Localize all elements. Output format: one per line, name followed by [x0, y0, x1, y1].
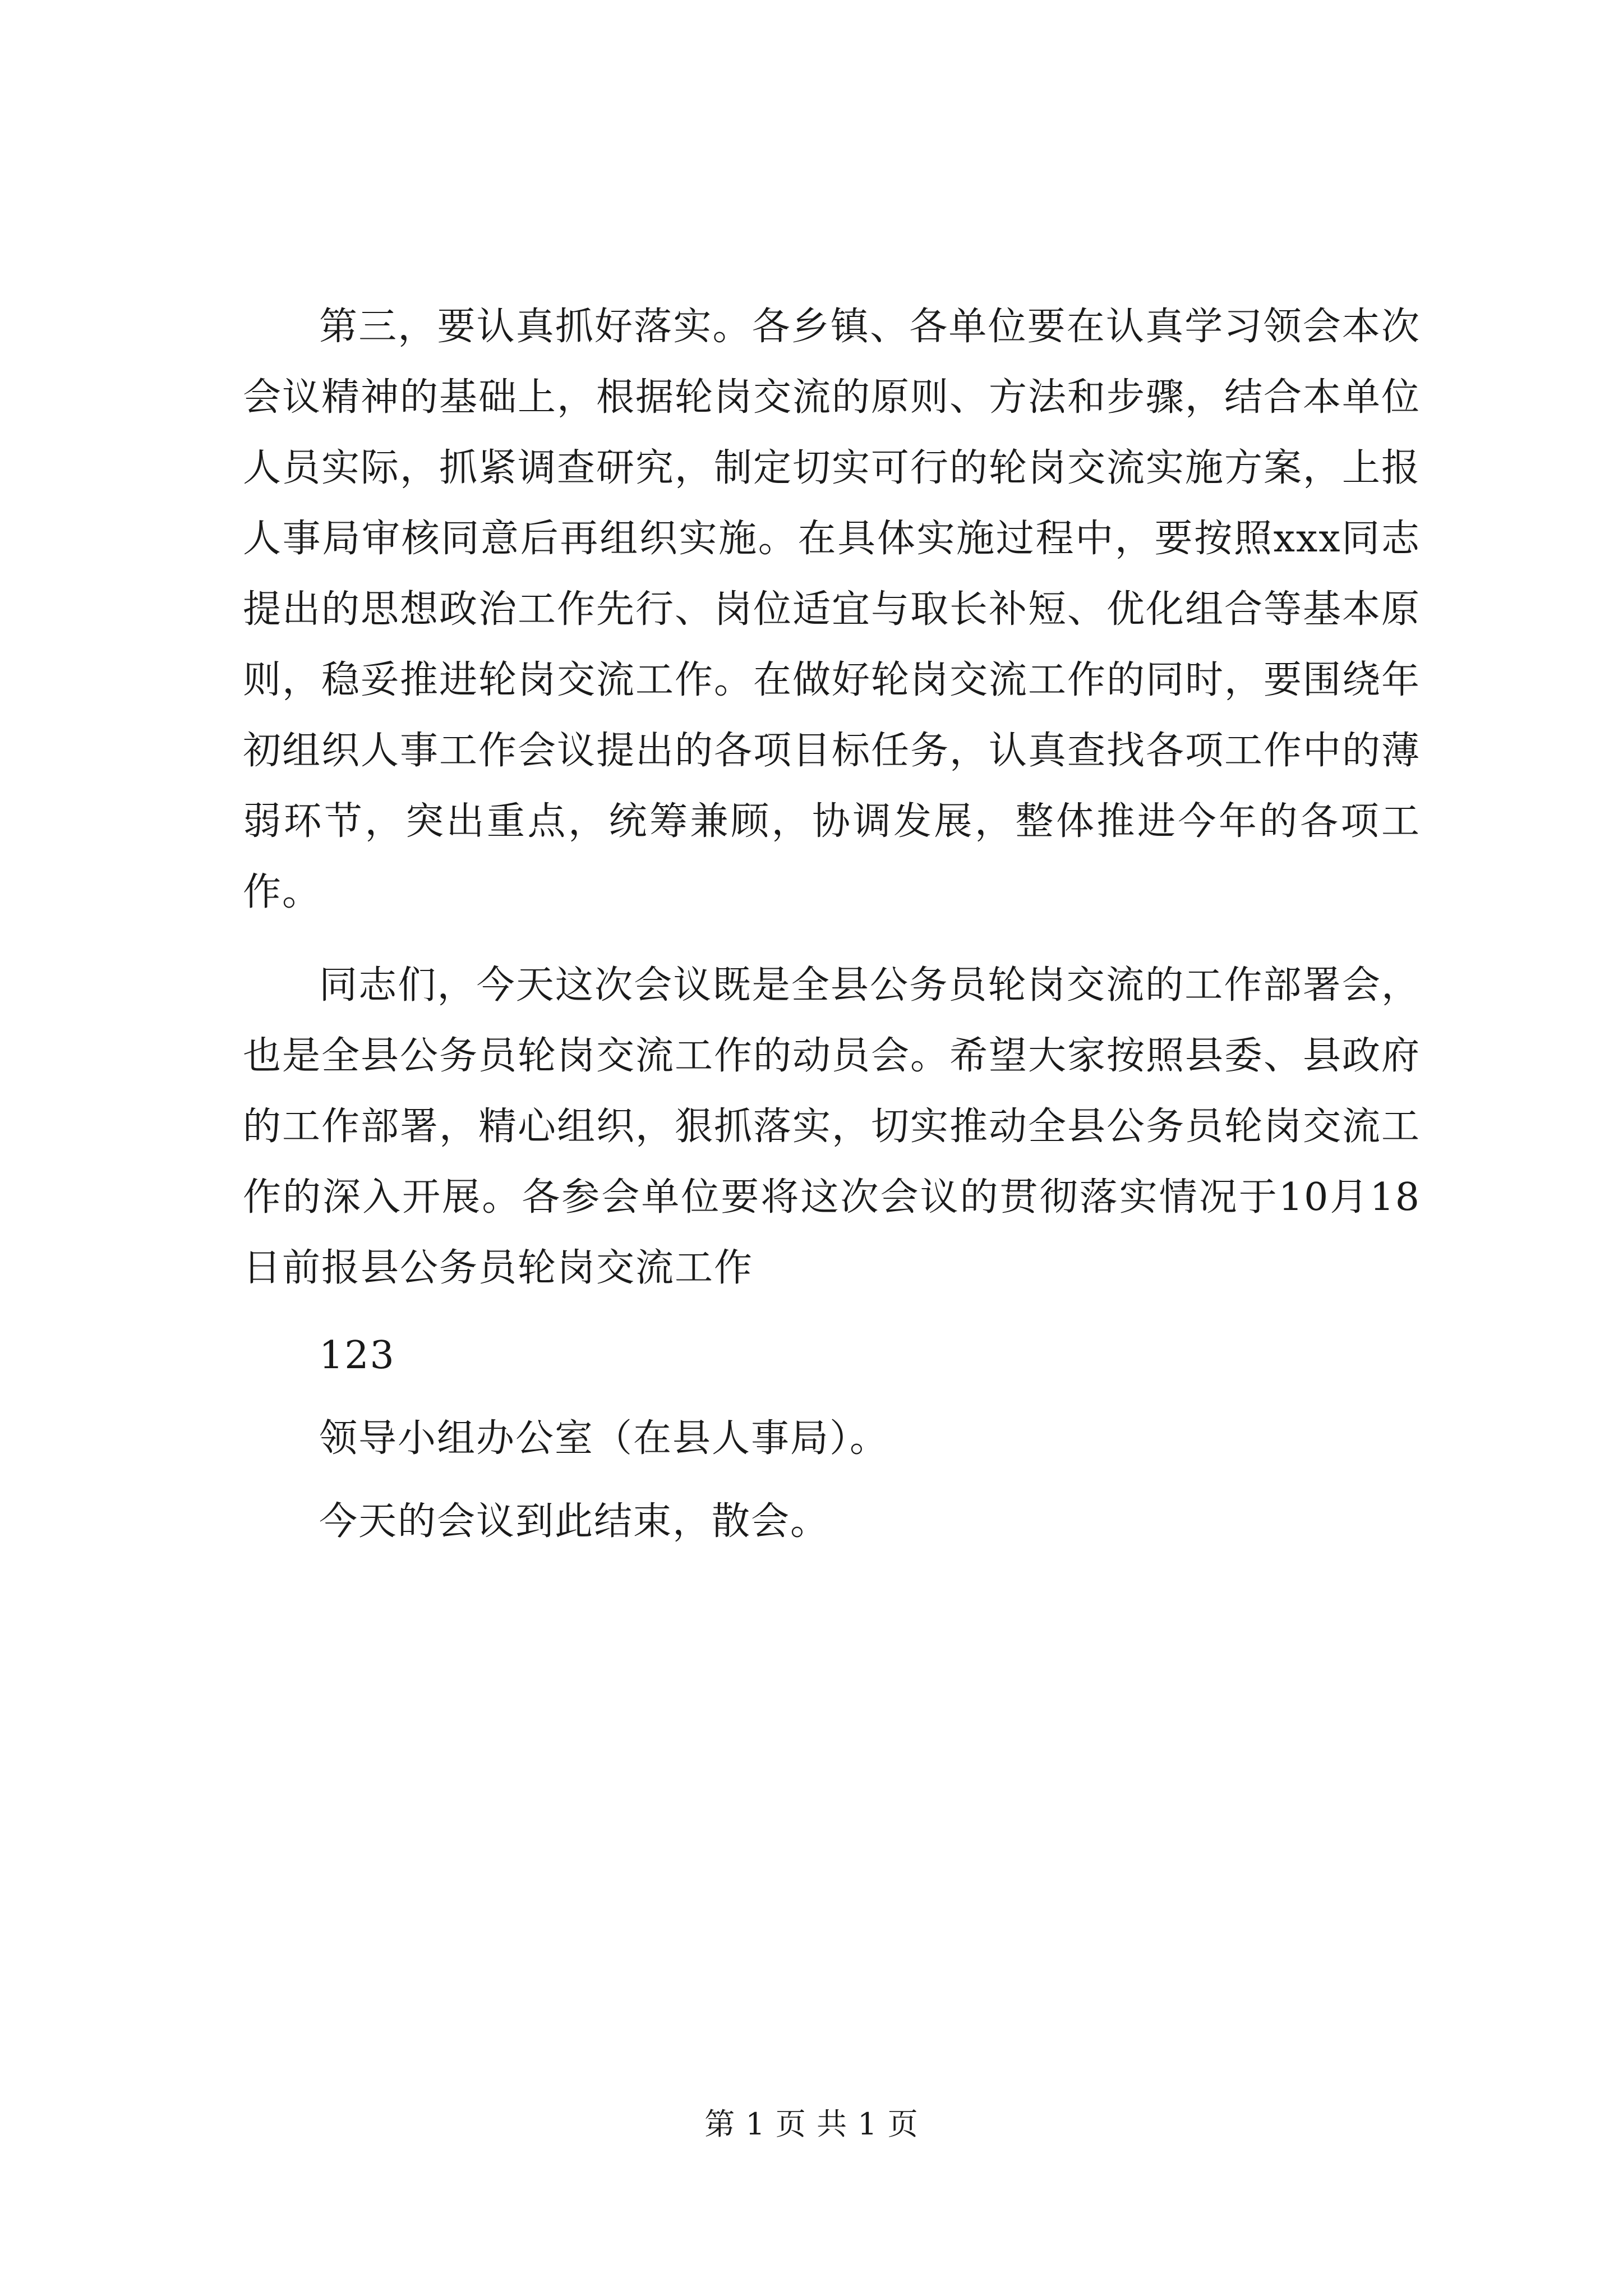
- line-office-location: 领导小组办公室（在县人事局）。: [319, 1416, 889, 1461]
- line-meeting-adjourned: 今天的会议到此结束，散会。: [319, 1499, 830, 1544]
- page-footer: 第 1 页 共 1 页: [704, 2106, 919, 2142]
- document-body: [243, 292, 1421, 1557]
- paragraph-closing-remarks: 同志们，今天这次会议既是全县公务员轮岗交流的工作部署会，也是全县公务员轮岗交流工作的动员会。希望大家按照县委、县政府的工作部署，精心组织，狠抓落实，切实推动全县公务员轮岗交流工作的深入开展。各参会单位要将这次会议的贯彻落实情况于10月18日前报县公务员轮岗交流工作: [243, 963, 1421, 1290]
- line-page-number-artifact: 123: [319, 1333, 395, 1378]
- paragraph-implementation: 第三，要认真抓好落实。各乡镇、各单位要在认真学习领会本次会议精神的基础上，根据轮岗交流的原则、方法和步骤，结合本单位人员实际，抓紧调查研究，制定切实可行的轮岗交流实施方案，上报人事局审核同意后再组织实施。在具体实施过程中，要按照xxx同志提出的思想政治工作先行、岗位适宜与取长补短、优化组合等基本原则，稳妥推进轮岗交流工作。在做好轮岗交流工作的同时，要围绕年初组织人事工作会议提出的各项目标任务，认真查找各项工作中的薄弱环节，突出重点，统筹兼顾，协调发展，整体推进今年的各项工作。: [243, 305, 1421, 914]
